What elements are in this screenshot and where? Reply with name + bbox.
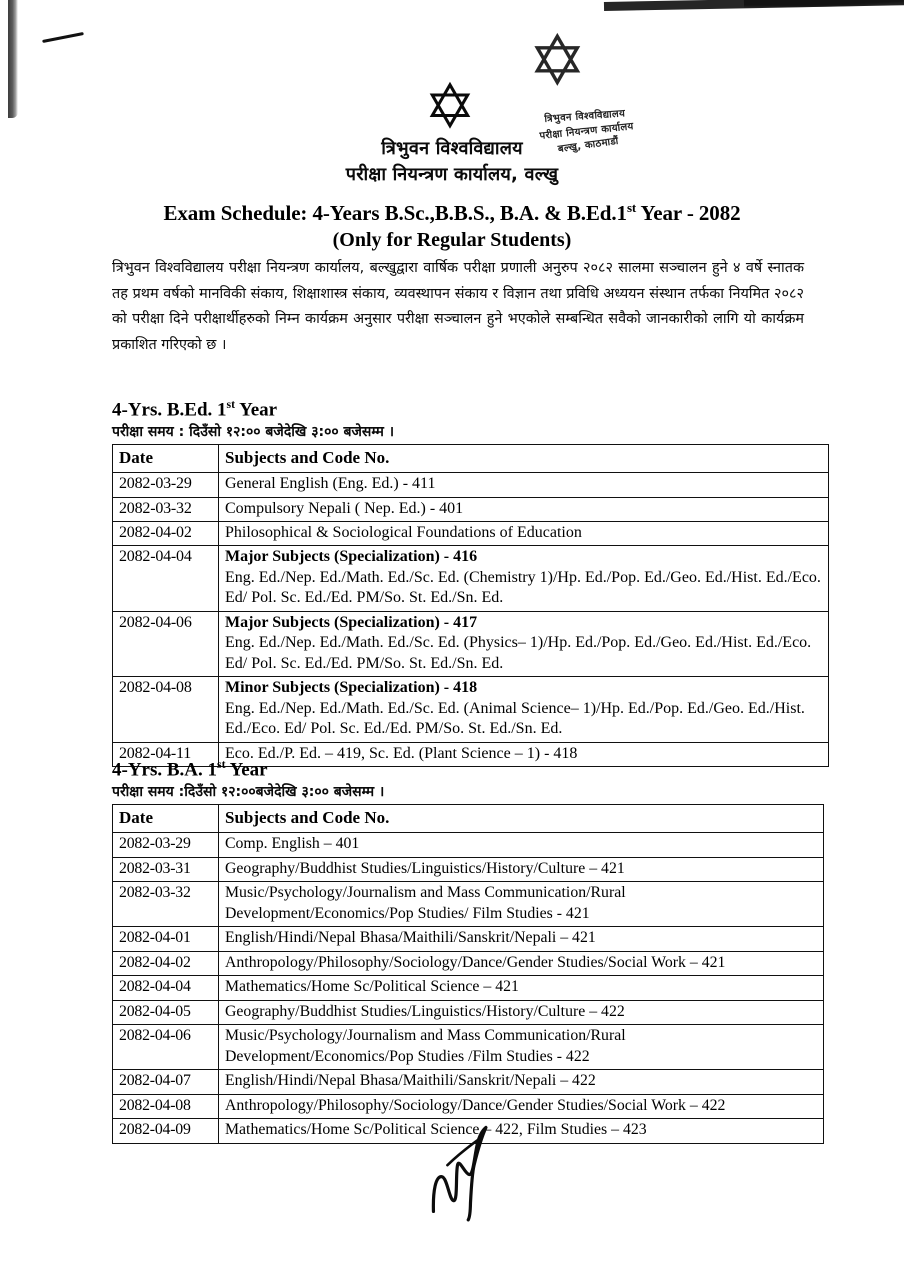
subject-body: Eng. Ed./Nep. Ed./Math. Ed./Sc. Ed. (Physics– 1)/Hp. Ed./Pop. Ed./Geo. Ed./Hist. Ed./Eco. Ed/ Pol. Sc. Ed./Ed. PM/So. St. Ed./Sn. Ed. bbox=[225, 634, 812, 672]
cell-subjects bbox=[219, 611, 829, 676]
section-ba bbox=[112, 758, 832, 1144]
table-row bbox=[113, 677, 829, 742]
cell-subjects: Music/Psychology/Journalism and Mass Communication/Rural Development/Economics/Pop Studies/ Film Studies - 421 bbox=[219, 882, 824, 927]
section-bed-title-sup: st bbox=[226, 398, 236, 411]
subject-body: General English (Eng. Ed.) - 411 bbox=[225, 475, 436, 493]
cell-date: 2082-03-29 bbox=[113, 833, 219, 858]
cell-subjects bbox=[219, 522, 829, 546]
cell-date: 2082-03-32 bbox=[113, 882, 219, 927]
section-ba-title bbox=[112, 758, 832, 781]
cell-date: 2082-04-11 bbox=[113, 742, 219, 766]
cell-subjects: Mathematics/Home Sc/Political Science – 421 bbox=[219, 976, 824, 1001]
official-round-stamp: ✡ bbox=[528, 20, 587, 102]
letterhead bbox=[0, 18, 904, 188]
column-header-subjects: Subjects and Code No. bbox=[219, 805, 824, 833]
cell-subjects: Comp. English – 401 bbox=[219, 833, 824, 858]
subject-body: Eng. Ed./Nep. Ed./Math. Ed./Sc. Ed. (Chemistry 1)/Hp. Ed./Pop. Ed./Geo. Ed./Hist. Ed./Eco. Ed/ Pol. Sc. Ed./Ed. PM/So. St. Ed./Sn. Ed. bbox=[225, 568, 821, 607]
subject-heading: Minor Subjects (Specialization) - 418 bbox=[225, 679, 478, 697]
page-title bbox=[0, 200, 904, 252]
section-bed bbox=[112, 398, 832, 767]
table-row bbox=[113, 857, 824, 882]
cell-date: 2082-03-32 bbox=[113, 497, 219, 521]
cell-date: 2082-03-31 bbox=[113, 857, 219, 882]
cell-date: 2082-04-08 bbox=[113, 677, 219, 742]
section-bed-exam-time: परीक्षा समय : दिउँसो १२:०० बजेदेखि ३:०० बजेसम्म । bbox=[112, 424, 395, 441]
table-row bbox=[113, 611, 829, 676]
title-ordinal-suffix: st bbox=[626, 200, 637, 215]
org-line-university: त्रिभुवन विश्वविद्यालय bbox=[381, 138, 523, 159]
intro-paragraph: त्रिभुवन विश्वविद्यालय परीक्षा नियन्त्रण कार्यालय, बल्खुद्वारा वार्षिक परीक्षा प्रणाली अनुरुप २०८२ सालमा सञ्चालन हुने ४ वर्षे स्नातक तह प्रथम वर्षको मानविकी संकाय, शिक्षाशास्त्र संकाय, व्यवस्थापन संकाय र विज्ञान तथा प्रविधि अध्ययन संस्थान तर्फका नियमित २०८२ को परीक्षा दिने परीक्षार्थीहरुको निम्न कार्यक्रम अनुसार परीक्षा सञ्चालन हुने भएकोले सम्बन्धित सवैको जानकारीको लागि यो कार्यक्रम प्रकाशित गरिएको छ । bbox=[112, 260, 804, 353]
stamp-ring-line-1: त्रिभुवन विश्वविद्यालय bbox=[544, 108, 626, 126]
cell-subjects bbox=[219, 546, 829, 611]
subject-heading: Major Subjects (Specialization) - 417 bbox=[225, 613, 478, 631]
section-bed-title-prefix: 4-Yrs. B.Ed. 1 bbox=[112, 399, 227, 421]
cell-date: 2082-04-02 bbox=[113, 951, 219, 976]
subject-heading: Major Subjects (Specialization) - 416 bbox=[225, 548, 478, 566]
table-row bbox=[113, 976, 824, 1001]
title-main-prefix: Exam Schedule: 4-Years B.Sc.,B.B.S., B.A. & B.Ed.1 bbox=[163, 201, 627, 225]
subject-body: Philosophical & Sociological Foundations of Education bbox=[225, 524, 582, 542]
cell-date: 2082-04-06 bbox=[113, 1025, 219, 1070]
subject-body: Eco. Ed./P. Ed. – 419, Sc. Ed. (Plant Science – 1) - 418 bbox=[225, 744, 578, 762]
table-row bbox=[113, 833, 824, 858]
cell-date: 2082-04-05 bbox=[113, 1000, 219, 1025]
ba-schedule-table bbox=[112, 804, 824, 1144]
cell-subjects bbox=[219, 497, 829, 521]
table-header-row bbox=[113, 805, 824, 833]
cell-subjects: Geography/Buddhist Studies/Linguistics/History/Culture – 421 bbox=[219, 857, 824, 882]
stamp-ring-line-2: परीक्षा नियन्त्रण कार्यालय bbox=[539, 120, 635, 142]
column-header-date: Date bbox=[113, 805, 219, 833]
cell-date: 2082-04-02 bbox=[113, 522, 219, 546]
cell-subjects: Music/Psychology/Journalism and Mass Communication/Rural Development/Economics/Pop Studies /Film Studies - 422 bbox=[219, 1025, 824, 1070]
title-main-line bbox=[0, 200, 904, 226]
cell-date: 2082-04-07 bbox=[113, 1070, 219, 1095]
cell-date: 2082-04-06 bbox=[113, 611, 219, 676]
cell-subjects: Anthropology/Philosophy/Sociology/Dance/Gender Studies/Social Work – 421 bbox=[219, 951, 824, 976]
org-line-office: परीक्षा नियन्त्रण कार्यालय, वल्खु bbox=[345, 164, 559, 186]
section-bed-title-suffix: Year bbox=[235, 399, 278, 421]
scan-artifact-top-edge bbox=[604, 0, 904, 11]
table-row bbox=[113, 473, 829, 497]
cell-subjects bbox=[219, 473, 829, 497]
cell-subjects: Geography/Buddhist Studies/Linguistics/History/Culture – 422 bbox=[219, 1000, 824, 1025]
cell-subjects: Anthropology/Philosophy/Sociology/Dance/Gender Studies/Social Work – 422 bbox=[219, 1094, 824, 1119]
bed-schedule-table bbox=[112, 444, 829, 767]
subject-body: Compulsory Nepali ( Nep. Ed.) - 401 bbox=[225, 499, 464, 517]
column-header-date: Date bbox=[113, 445, 219, 473]
table-row bbox=[113, 1000, 824, 1025]
section-bed-title bbox=[112, 398, 832, 421]
table-row bbox=[113, 1025, 824, 1070]
section-ba-title-prefix: 4-Yrs. B.A. 1 bbox=[112, 759, 218, 781]
cell-subjects: English/Hindi/Nepal Bhasa/Maithili/Sanskrit/Nepali – 422 bbox=[219, 1070, 824, 1095]
cell-date: 2082-04-09 bbox=[113, 1119, 219, 1144]
stamp-ring-line-3: बल्खु, काठमाडौं bbox=[557, 135, 620, 156]
table-row bbox=[113, 522, 829, 546]
table-row bbox=[113, 546, 829, 611]
section-ba-title-suffix: Year bbox=[225, 759, 268, 781]
cell-subjects bbox=[219, 677, 829, 742]
table-row bbox=[113, 1094, 824, 1119]
cell-date: 2082-04-01 bbox=[113, 927, 219, 952]
subject-body: Eng. Ed./Nep. Ed./Math. Ed./Sc. Ed. (Animal Science– 1)/Hp. Ed./Pop. Ed./Geo. Ed./Hist. Ed./Eco. Ed/ Pol. Sc. Ed./Ed. PM/So. St. Ed./Sn. Ed. bbox=[225, 699, 805, 738]
star-of-david-emblem: ✡ bbox=[424, 70, 476, 143]
title-main-suffix: Year - 2082 bbox=[636, 201, 741, 225]
column-header-subjects: Subjects and Code No. bbox=[219, 445, 829, 473]
cell-subjects: Mathematics/Home Sc/Political Science – 422, Film Studies – 423 bbox=[219, 1119, 824, 1144]
section-ba-title-sup: st bbox=[217, 758, 226, 771]
table-row bbox=[113, 951, 824, 976]
table-row bbox=[113, 1070, 824, 1095]
cell-date: 2082-04-08 bbox=[113, 1094, 219, 1119]
cell-date: 2082-04-04 bbox=[113, 546, 219, 611]
section-ba-exam-time: परीक्षा समय :दिउँसो १२:००बजेदेखि ३:०० बजेसम्म । bbox=[112, 784, 385, 801]
organization-name bbox=[0, 136, 904, 188]
cell-date: 2082-04-04 bbox=[113, 976, 219, 1001]
cell-subjects: English/Hindi/Nepal Bhasa/Maithili/Sanskrit/Nepali – 421 bbox=[219, 927, 824, 952]
table-header-row bbox=[113, 445, 829, 473]
table-row bbox=[113, 927, 824, 952]
title-subtitle: (Only for Regular Students) bbox=[332, 229, 572, 251]
table-row bbox=[113, 882, 824, 927]
cell-date: 2082-03-29 bbox=[113, 473, 219, 497]
table-row bbox=[113, 497, 829, 521]
